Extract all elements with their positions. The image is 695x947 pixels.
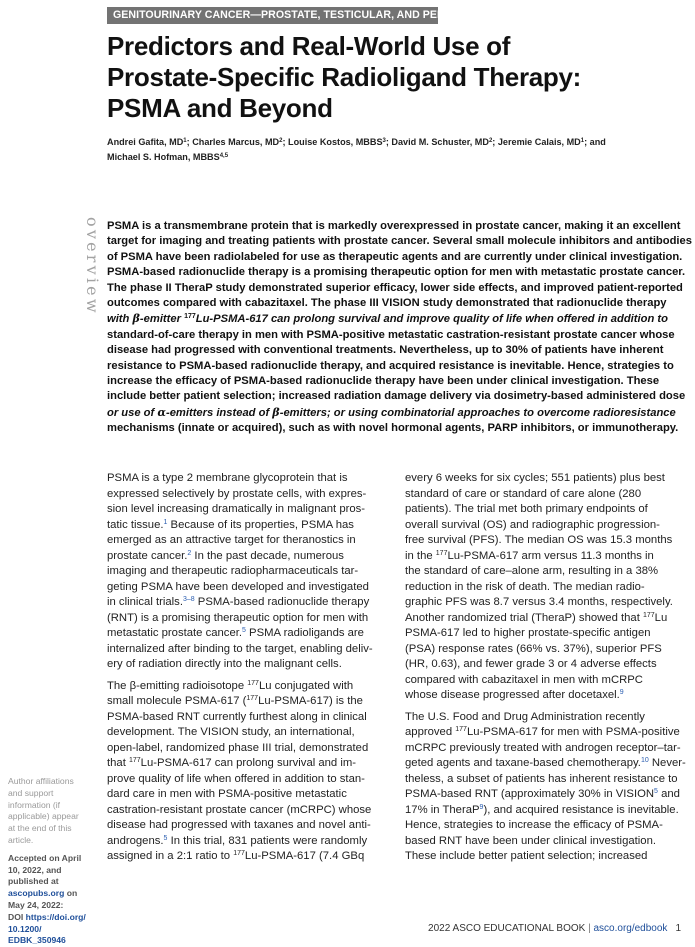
body-line: (PSA) response rates (66% vs. 37%), superior PFS [405, 642, 662, 655]
sidebar-line: published at [8, 876, 59, 887]
body-line [405, 787, 689, 803]
isotope-mass: 177 [184, 313, 196, 321]
text-run: Lu-PSMA-617 can prolong survival and improve quality of life when offered in addition to [195, 313, 668, 326]
body-line [405, 611, 689, 627]
affiliation-marker: 1 [580, 138, 585, 144]
abstract-line: target for imaging and treating patients with prostate cancer. Several small molecule inhibitors and antibodies [107, 235, 692, 248]
abstract-line: disease had progressed with conventional treatments. Nevertheless, up to 30% of patients have inherent [107, 344, 664, 357]
doi-link[interactable]: EDBK_350946 [8, 935, 66, 946]
body-line: open-label, randomized phase III trial, demonstrated [107, 741, 369, 754]
title-line: PSMA and Beyond [107, 93, 333, 123]
author-line [107, 150, 682, 165]
body-column-left [107, 471, 391, 865]
text-run: PSMA-based radionuclide therapy [194, 596, 370, 608]
text-run: whose disease progressed after docetaxel. [405, 689, 620, 701]
text-run: Because of its properties, PSMA has [167, 518, 354, 531]
sidebar-line: Author affiliations [8, 776, 74, 786]
author-name: Michael S. Hofman, MBBS [107, 152, 220, 162]
body-line: imaging and therapeutic radiopharmaceuticals tar- [107, 565, 359, 577]
body-line: expressed selectively by prostate cells, with expres- [107, 487, 367, 500]
page-number: 1 [675, 923, 681, 934]
body-line [107, 834, 391, 850]
reference-link[interactable]: 10 [640, 757, 649, 764]
abstract-line: resistance to PSMA-based radionuclide therapy, and acquired resistance is inevitable. Hence, strategies to [107, 359, 674, 372]
isotope-mass: 177 [642, 611, 655, 619]
text-run: PSMA radioligands are [245, 627, 364, 639]
text-run: on [64, 888, 78, 899]
sidebar-line [8, 912, 90, 924]
text-run: DOI [8, 911, 26, 922]
reference-link[interactable]: 9 [479, 803, 484, 811]
body-line: internalized after binding to the target, enabling deliv- [107, 642, 373, 655]
body-line: based RNT have been under clinical investigation. [405, 834, 656, 847]
author-name: ; Jeremie Calais, MD [492, 137, 581, 147]
body-line: sion level increasing dramatically in malignant pros- [107, 503, 366, 515]
body-line: theless, a subset of patients has inherent resistance to [405, 772, 678, 785]
body-line: emerged as an attractive target for theranostics in [107, 534, 356, 546]
text-run: Lu conjugated with [258, 679, 354, 692]
body-line [405, 688, 689, 704]
sidebar-line: information (if [8, 799, 61, 810]
body-line [107, 518, 391, 534]
abstract-line: outcomes compared with cabazitaxel. The phase III VISION study demonstrated that radionuclide therapy [107, 297, 667, 310]
abstract-line: standard-of-care therapy in men with PSMA-positive metastatic castration-resistant prostate cancer whose [107, 328, 675, 341]
greek-symbol: α [157, 404, 166, 419]
sidebar-line: 10, 2022, and [8, 864, 62, 875]
title-line: Predictors and Real-World Use of [107, 31, 511, 61]
body-line [405, 756, 689, 772]
reference-link[interactable]: 3–8 [182, 596, 195, 603]
body-line: geting PSMA have been developed and investigated [107, 580, 369, 593]
abstract-line: mechanisms (innate or acquired), such as with novel hormonal agents, PARP inhibitors, or immunotherapy. [107, 422, 679, 435]
article-info-sidebar [8, 776, 90, 947]
abstract-line: include better patient selection; increased radiation damage delivery via dosimetry-based administered dose [107, 390, 686, 403]
text-run: -emitters instead of [165, 406, 273, 419]
text-run: Another randomized trial (TheraP) showed that [405, 611, 643, 624]
body-line: PSMA-based RNT currently furthest along in clinical [107, 710, 367, 723]
body-line: disease had progressed with taxanes and novel anti- [107, 819, 371, 831]
text-run: and [657, 788, 680, 800]
body-line: (HR, 0.63), and fewer grade 3 or 4 adverse effects [405, 658, 657, 670]
body-line: patients). The trial met both primary endpoints of [405, 503, 648, 515]
text-run: Lu-PSMA-617 (7.4 GBq [244, 850, 365, 862]
doi-link[interactable]: 10.1200/ [8, 923, 42, 934]
body-line: The U.S. Food and Drug Administration recently [405, 710, 645, 723]
text-run: geted agents and taxane-based chemotherapy. [405, 757, 641, 769]
body-line: Hence, strategies to increase the efficacy of PSMA- [405, 819, 663, 831]
sidebar-line: Accepted on April [8, 852, 82, 863]
text-run: with [107, 313, 133, 326]
reference-link[interactable]: 5 [654, 788, 658, 795]
doi-link[interactable]: https://doi.org/ [25, 911, 86, 922]
body-line: graphic PFS was 8.7 versus 3.4 months, respectively. [405, 596, 673, 608]
body-line: compared with cabazitaxel in men with mCRPC [405, 673, 643, 686]
body-line [107, 694, 391, 710]
body-line: overall survival (OS) and radiographic progression- [405, 518, 660, 531]
body-line [107, 549, 391, 565]
body-line [405, 549, 689, 565]
reference-link[interactable]: 1 [163, 518, 168, 526]
body-line [107, 595, 391, 611]
body-line: PSMA is a type 2 membrane glycoprotein that is [107, 472, 348, 484]
body-line: castration-resistant prostate cancer (mCRPC) whose [107, 803, 372, 816]
text-run: Lu-PSMA-617 arm versus 11.3 months in [447, 549, 654, 562]
author-name: Andrei Gafita, MD [107, 137, 184, 147]
text-run: prostate cancer. [107, 549, 188, 562]
text-run: ), and acquired resistance is inevitable. [483, 803, 679, 816]
sidebar-line: applicable) appear [8, 811, 79, 822]
body-line: PSMA-617 led to higher prostate-specific antigen [405, 627, 651, 639]
abstract-line: of PSMA have been radiolabeled for use as therapeutic agents and are currently under clinical investigation. [107, 250, 683, 263]
text-run: or use of [107, 406, 158, 419]
body-line: reduction in the risk of death. The median radio- [405, 580, 645, 593]
author-name: ; Charles Marcus, MD [186, 137, 280, 147]
author-line [107, 135, 682, 150]
text-run: -emitter [139, 313, 185, 326]
reference-link[interactable]: 9 [619, 689, 624, 696]
text-run: small molecule PSMA-617 ( [107, 695, 247, 707]
text-run: Lu [654, 611, 668, 624]
text-run: Lu-PSMA-617 for men with PSMA-positive [466, 726, 680, 738]
sidebar-line [8, 888, 90, 900]
body-line [405, 725, 689, 741]
body-line [107, 849, 391, 865]
title-line: Prostate-Specific Radioligand Therapy: [107, 62, 582, 92]
body-line [107, 756, 391, 772]
body-line: (RNT) is a promising therapeutic option for men with [107, 611, 369, 624]
text-run: -emitters; or using combinatorial approaches to overcome radioresistance [279, 406, 676, 419]
text-run: The β-emitting radioisotope [107, 679, 248, 692]
affiliation-marker: 2 [279, 138, 283, 144]
text-run: metastatic prostate cancer. [107, 627, 242, 639]
isotope-mass: 177 [247, 679, 259, 687]
author-name: ; David M. Schuster, MD [385, 137, 489, 147]
text-run: In this trial, 831 patients were randomly [167, 834, 368, 847]
text-run: tatic tissue. [107, 518, 164, 531]
section-tag: GENITOURINARY CANCER—PROSTATE, TESTICULAR, AND PENILE [107, 7, 438, 24]
isotope-mass: 177 [246, 695, 259, 702]
text-run: in the [405, 549, 436, 562]
author-list [107, 135, 682, 165]
body-line: mCRPC previously treated with androgen receptor–tar- [405, 741, 681, 754]
abstract-line [107, 311, 692, 327]
body-line [107, 626, 391, 642]
text-run: that [107, 757, 129, 769]
body-line [405, 803, 689, 819]
greek-symbol: β [132, 311, 140, 326]
text-run: assigned in a 2:1 ratio to [107, 850, 234, 862]
text-run: 17% in TheraP [405, 803, 480, 816]
abstract-line [107, 405, 692, 421]
text-run: androgens. [107, 834, 164, 847]
body-line: These include better patient selection; increased [405, 850, 648, 862]
text-run: Never- [648, 757, 686, 769]
footer-separator: | [585, 923, 594, 934]
abstract-line: PSMA-based radionuclide therapy is a promising therapeutic option for men with metastatic prostate cancer. [107, 266, 686, 279]
body-column-right [405, 471, 689, 865]
article-title [107, 31, 667, 124]
body-line: ery of radiation directly into the malignant cells. [107, 658, 342, 670]
body-line: every 6 weeks for six cycles; 551 patients) plus best [405, 472, 665, 484]
book-title: 2022 ASCO EDUCATIONAL BOOK [428, 923, 586, 934]
isotope-mass: 177 [435, 549, 448, 557]
text-run: approved [405, 726, 456, 738]
page-footer [428, 923, 681, 934]
sidebar-line: and support [8, 787, 54, 798]
affiliation-marker: 1 [183, 138, 187, 144]
reference-link[interactable]: 5 [242, 627, 246, 634]
abstract [107, 219, 692, 437]
text-run: in clinical trials. [107, 596, 183, 608]
abstract-line: The phase II TheraP study demonstrated superior efficacy, lower side effects, and improved patient-reported [107, 281, 683, 294]
affiliation-marker: 2 [488, 138, 493, 144]
sidebar-line: May 24, 2022: [8, 899, 64, 910]
isotope-mass: 177 [128, 757, 141, 764]
abstract-line: PSMA is a transmembrane protein that is markedly overexpressed in prostate cancer, making it an excellent [107, 220, 681, 232]
body-line: prove quality of life when offered in addition to stan- [107, 772, 365, 785]
text-run: In the past decade, numerous [191, 549, 344, 562]
text-run: PSMA-based RNT (approximately 30% in VISION [405, 788, 655, 800]
author-conjunction: ; and [584, 137, 606, 147]
overview-label: overview [83, 217, 102, 316]
isotope-mass: 177 [233, 850, 245, 857]
author-name: ; Louise Kostos, MBBS [282, 137, 383, 147]
body-line: free survival (PFS). The median OS was 15.3 months [405, 534, 673, 546]
affiliation-marker: 3 [382, 138, 386, 144]
body-line: development. The VISION study, an international, [107, 726, 355, 738]
text-run: Lu-PSMA-617) is the [258, 695, 363, 707]
abstract-line: increase the efficacy of PSMA-based radionuclide therapy have been under clinical investigation. These [107, 375, 660, 388]
text-run: Lu-PSMA-617 can prolong survival and im- [140, 757, 357, 769]
sidebar-line: at the end of this [8, 823, 72, 834]
greek-symbol: β [272, 404, 280, 419]
body-line: dard care in men with PSMA-positive metastatic [107, 788, 347, 800]
body-line: standard of care or standard of care alone (280 [405, 487, 642, 500]
reference-link[interactable]: 2 [187, 549, 192, 557]
affiliation-marker: 4,5 [219, 153, 229, 159]
isotope-mass: 177 [455, 726, 467, 733]
reference-link[interactable]: 5 [163, 834, 168, 842]
body-line [107, 679, 391, 695]
body-line: the standard of care–alone arm, resulting in a 38% [405, 565, 659, 577]
ascopubs-link[interactable]: ascopubs.org [8, 888, 65, 899]
edbook-link[interactable]: asco.org/edbook [593, 923, 668, 934]
sidebar-line: article. [8, 834, 34, 845]
